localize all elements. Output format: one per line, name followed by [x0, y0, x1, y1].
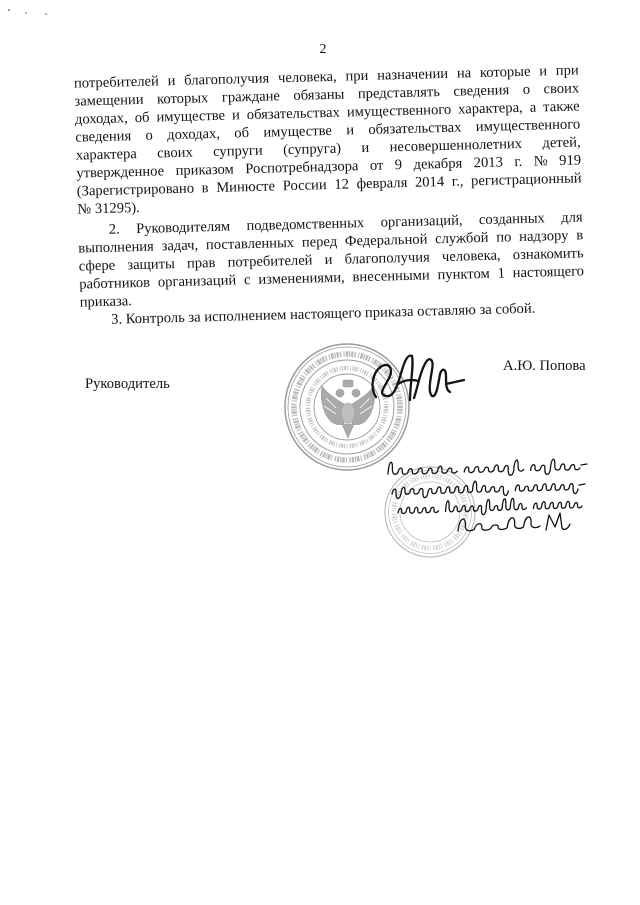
text-word: по	[496, 229, 512, 246]
seal-inner-ring	[314, 374, 380, 440]
official-seal	[285, 344, 409, 470]
seal-emblem-right-head	[352, 389, 360, 397]
seal-emblem-feathers	[324, 398, 372, 414]
text-word: №	[533, 153, 548, 170]
text-word: 2.	[108, 221, 120, 238]
seal-emblem-right-wing	[352, 386, 375, 425]
text-word: г.,	[451, 173, 464, 190]
text-word: благополучия	[183, 70, 270, 89]
text-word: организаций,	[380, 212, 463, 231]
text-word: созданных	[478, 210, 546, 229]
text-word: на	[456, 65, 472, 82]
seal-outer-ring-inner	[288, 347, 406, 467]
text-word: и	[346, 122, 355, 139]
handwritten-certification-note	[388, 459, 587, 531]
text-word: потребителей	[227, 252, 313, 271]
text-word: надзору	[518, 227, 569, 246]
text-word: благополучия	[344, 249, 430, 268]
text-word: регистрационный	[470, 170, 582, 190]
text-word: подведомственных	[246, 215, 365, 235]
scan-speck	[25, 12, 26, 13]
text-word: обязаны	[293, 86, 345, 104]
seal-emblem	[321, 380, 375, 438]
seal-inner-lettering	[308, 368, 386, 446]
text-word: 1	[497, 265, 506, 282]
text-word: выполнения	[78, 238, 155, 257]
text-word: при	[345, 67, 369, 85]
text-word: изменениями,	[258, 269, 345, 288]
text-line: 3. Контроль за исполнением настоящего приказа оставляю за собой.	[110, 300, 536, 328]
text-word: (супруга)	[282, 140, 342, 159]
text-word: граждане	[221, 88, 281, 106]
text-word: г.	[514, 153, 523, 171]
handwriting-stroke	[392, 481, 585, 498]
stamp-inner-ring	[400, 482, 460, 542]
text-word: от	[369, 157, 384, 174]
text-word: и	[361, 139, 370, 157]
text-word: перед	[301, 233, 338, 251]
text-word: Руководителям	[135, 218, 231, 238]
seal-emblem-left-wing	[321, 386, 344, 425]
text-word: поставленных	[205, 234, 295, 254]
text-word: Роспотребнадзора	[245, 158, 359, 178]
handwriting-stroke	[398, 498, 582, 514]
text-word: человека,	[441, 247, 501, 266]
text-word: своих	[543, 80, 580, 98]
signature-stroke	[373, 356, 464, 400]
text-word: работников	[79, 274, 151, 293]
text-word: которые	[479, 63, 531, 82]
seal-outer-ring	[285, 344, 409, 470]
seal-emblem-tail	[342, 424, 354, 438]
text-word: в	[576, 227, 584, 244]
text-word: России	[282, 177, 327, 195]
text-word: 12	[334, 176, 350, 193]
text-word: представлять	[357, 84, 441, 103]
text-word: прав	[186, 255, 216, 272]
text-word: для	[560, 209, 583, 226]
text-word: сведения	[453, 82, 510, 100]
text-word: 2013	[473, 154, 504, 172]
text-line: № 31295).	[77, 199, 141, 218]
text-word: и	[167, 72, 176, 90]
page-number: 2	[319, 42, 327, 57]
text-word: внесенными	[352, 267, 430, 286]
text-word: об	[134, 109, 150, 127]
text-word: имущественного	[475, 116, 581, 136]
text-line: приказа.	[79, 293, 133, 311]
scan-specks	[8, 9, 47, 15]
handwriting-stroke	[388, 459, 587, 475]
seal-emblem-crown	[343, 380, 353, 387]
stamp-rim-lettering	[394, 476, 466, 548]
text-word: февраля	[356, 174, 408, 193]
text-word: (Зарегистрировано	[76, 180, 195, 200]
text-word: доходах,	[74, 110, 128, 128]
stamp-outer-ring-inner	[389, 471, 472, 554]
text-word: человека,	[277, 68, 337, 87]
text-word: ознакомить	[512, 245, 584, 264]
seal-emblem-shield	[341, 403, 355, 423]
text-word: об	[234, 125, 250, 142]
text-word: задач,	[161, 237, 199, 255]
handwritten-signature	[373, 356, 464, 400]
text-word: характера	[75, 146, 137, 164]
order-body-text	[74, 61, 586, 329]
text-word: службой	[434, 229, 489, 248]
text-word: организаций	[157, 272, 237, 291]
text-word: также	[542, 98, 580, 116]
text-word: сфере	[78, 257, 116, 275]
certification-stamp	[385, 467, 475, 557]
scan-speck	[8, 9, 10, 11]
text-word: потребителей	[73, 73, 160, 92]
scan-speck	[45, 13, 47, 15]
text-word: при	[555, 62, 579, 80]
text-word: сведения	[75, 128, 132, 146]
text-word: с	[243, 272, 251, 289]
handwriting-stroke	[546, 513, 570, 530]
text-word: обязательствах	[368, 119, 462, 138]
text-word: доходах,	[166, 125, 221, 144]
text-word: и	[324, 251, 333, 269]
text-word: 9	[394, 157, 403, 174]
paragraph-continuation	[74, 61, 583, 218]
text-word: настоящего	[512, 263, 585, 282]
text-word: о	[145, 127, 154, 144]
seal-rim-lettering	[294, 354, 400, 460]
text-word: 919	[558, 152, 582, 169]
text-word: имуществе	[263, 122, 333, 141]
stamp-outer-ring	[385, 467, 475, 557]
text-word: защиты	[127, 256, 175, 274]
text-word: пунктом	[437, 265, 490, 284]
handwriting-stroke	[458, 517, 540, 531]
text-word: несовершеннолетних	[389, 135, 523, 156]
text-word: 2014	[414, 173, 445, 191]
text-word: приказом	[175, 161, 234, 180]
signer-name: А.Ю. Попова	[503, 358, 586, 374]
text-word: о	[522, 81, 531, 98]
text-word: детей,	[542, 134, 581, 152]
text-word: Федеральной	[344, 231, 428, 250]
text-word: в	[201, 180, 209, 197]
seal-emblem-left-head	[336, 389, 344, 397]
text-word: характера,	[457, 99, 523, 118]
text-word: имущественного	[346, 101, 452, 121]
text-word: декабря	[413, 155, 463, 173]
text-word: Минюсте	[216, 178, 276, 196]
text-word: обязательствах	[246, 104, 341, 124]
text-word: утвержденное	[76, 163, 165, 182]
text-word: и	[539, 63, 548, 80]
text-word: а	[529, 99, 537, 116]
paragraph-item-2	[78, 208, 585, 311]
text-word: которых	[156, 90, 209, 108]
text-word: назначении	[376, 65, 449, 84]
seal-middle-ring	[300, 360, 394, 454]
text-word: замещении	[74, 91, 144, 110]
text-word: и	[231, 107, 241, 124]
text-word: супруги	[212, 142, 263, 161]
text-word: имуществе	[156, 107, 226, 126]
signer-position: Руководитель	[85, 376, 170, 392]
text-word: своих	[156, 144, 193, 162]
